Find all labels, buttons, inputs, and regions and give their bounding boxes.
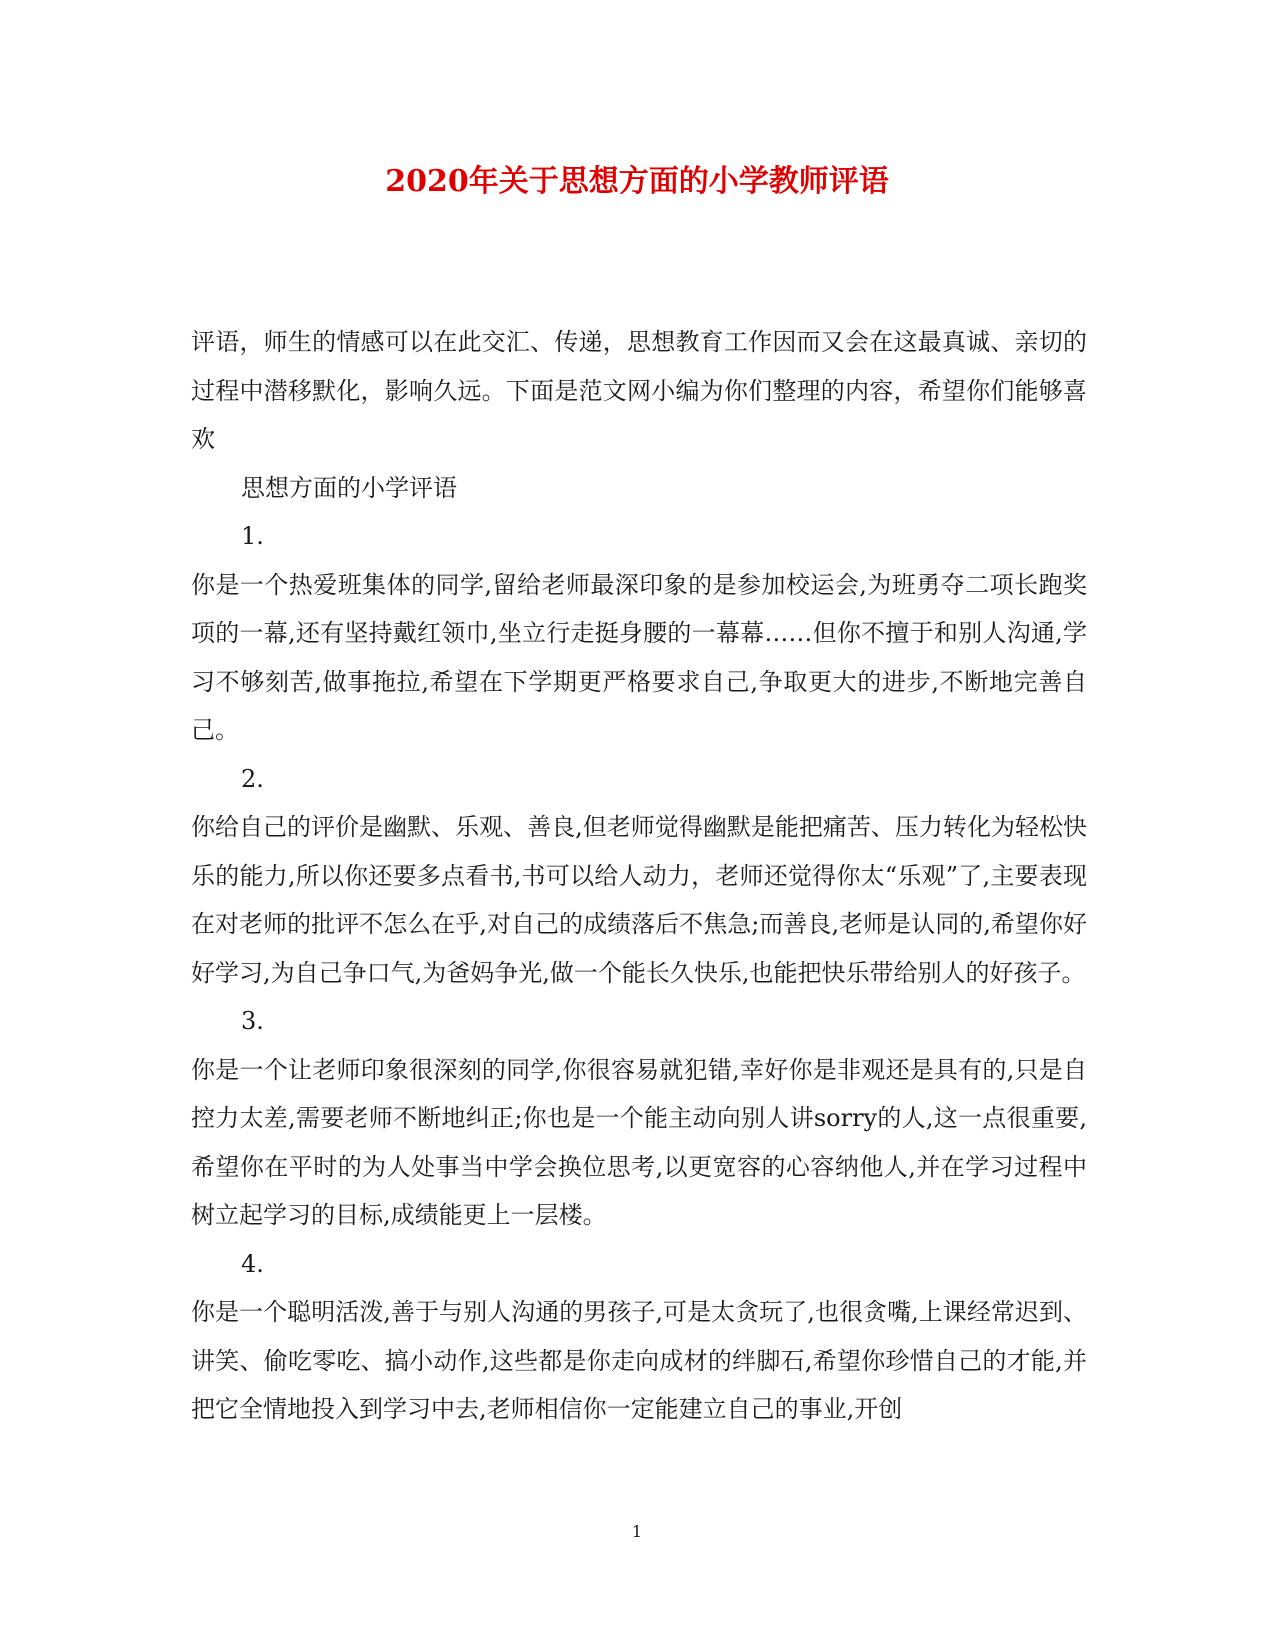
item-text-1: 你是一个热爱班集体的同学,留给老师最深印象的是参加校运会,为班勇夺二项长跑奖项的一幕,还有坚持戴红领巾,坐立行走挺身腰的一幕幕……但你不擅于和别人沟通,学习不够刻苦,做事拖拉,希望在下学期更严格要求自己,争取更大的进步,不断地完善自己。 <box>191 570 1087 744</box>
item-text-4: 你是一个聪明活泼,善于与别人沟通的男孩子,可是太贪玩了,也很贪嘴,上课经常迟到、讲笑、偷吃零吃、搞小动作,这些都是你走向成材的绊脚石,希望你珍惜自己的才能,并把它全情地投入到学习中去,老师相信你一定能建立自己的事业,开创 <box>191 1298 1087 1423</box>
intro-paragraph: 评语，师生的情感可以在此交汇、传递，思想教育工作因而又会在这最真诚、亲切的过程中潜移默化，影响久远。下面是范文网小编为你们整理的内容，希望你们能够喜欢 <box>191 328 1087 453</box>
document-body <box>191 318 1087 1434</box>
item-text-2: 你给自己的评价是幽默、乐观、善良,但老师觉得幽默是能把痛苦、压力转化为轻松快乐的能力,所以你还要多点看书,书可以给人动力，老师还觉得你太“乐观”了,主要表现在对老师的批评不怎么在乎,对自己的成绩落后不焦急;而善良,老师是认同的,希望你好好学习,为自己争口气,为爸妈争光,做一个能长久快乐,也能把快乐带给别人的好孩子。 <box>191 813 1087 987</box>
item-number-2: 2. <box>241 764 264 793</box>
page-number: 1 <box>631 1522 643 1541</box>
item-number-3: 3. <box>241 1007 264 1035</box>
item-text-3: 你是一个让老师印象很深刻的同学,你很容易就犯错,幸好你是非观还是具有的,只是自控力太差,需要老师不断地纠正;你也是一个能主动向别人讲sorry的人,这一点很重要,希望你在平时的为人处事当中学会换位思考,以更宽容的心容纳他人,并在学习过程中树立起学习的目标,成绩能更上一层楼。 <box>191 1055 1087 1229</box>
item-number-4: 4. <box>241 1249 264 1278</box>
section-heading: 思想方面的小学评语 <box>241 473 457 502</box>
item-number-1: 1. <box>241 522 264 550</box>
document-title: 2020年关于思想方面的小学教师评语 <box>385 164 889 199</box>
